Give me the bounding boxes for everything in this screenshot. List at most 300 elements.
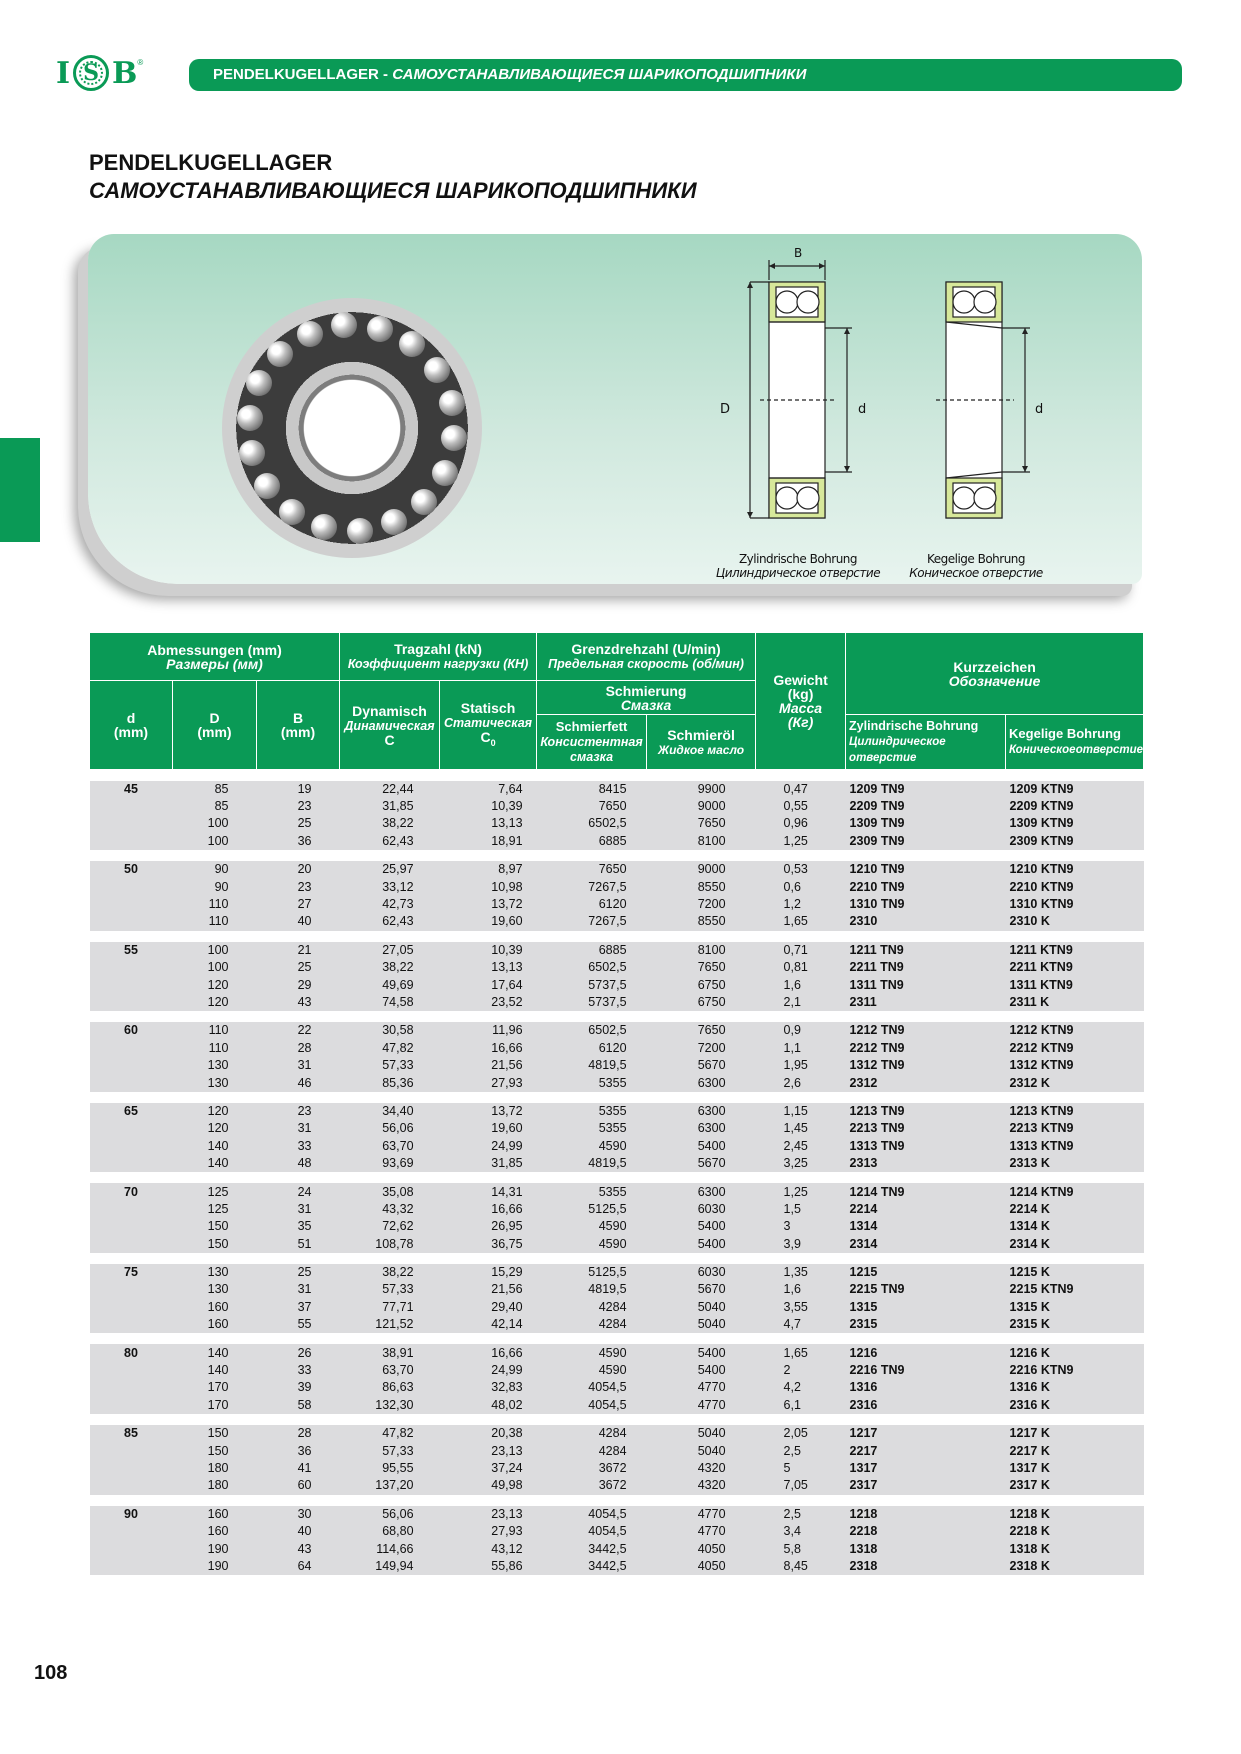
- cell-weight: 8,45: [756, 1558, 846, 1575]
- cell-oil-speed: 5400: [647, 1344, 756, 1361]
- cell-code-cylindrical: 1314: [846, 1218, 1006, 1235]
- cell-outer-d: 170: [173, 1397, 257, 1414]
- cell-grease-speed: 4284: [537, 1299, 647, 1316]
- cell-static-load: 10,39: [440, 798, 537, 815]
- cell-code-cylindrical: 2309 TN9: [846, 833, 1006, 850]
- cell-oil-speed: 4770: [647, 1506, 756, 1523]
- cell-bore-d: [90, 976, 173, 993]
- table-row: [90, 1218, 1144, 1235]
- cell-bore-d: [90, 913, 173, 930]
- header-title-ru: САМОУСТАНАВЛИВАЮЩИЕСЯ ШАРИКОПОДШИПНИКИ: [392, 66, 807, 83]
- cell-grease-speed: 3672: [537, 1460, 647, 1477]
- header-dimensions: Abmessungen (mm) Размеры (мм): [90, 633, 340, 681]
- cell-dynamic-load: 47,82: [340, 1040, 440, 1057]
- cell-dynamic-load: 38,22: [340, 815, 440, 832]
- cell-weight: 0,96: [756, 815, 846, 832]
- cell-oil-speed: 7650: [647, 959, 756, 976]
- cell-outer-d: 140: [173, 1362, 257, 1379]
- cell-code-conical: 2216 KTN9: [1006, 1362, 1144, 1379]
- cell-outer-d: 85: [173, 798, 257, 815]
- cell-dynamic-load: 63,70: [340, 1362, 440, 1379]
- cell-grease-speed: 5355: [537, 1183, 647, 1200]
- cell-oil-speed: 7200: [647, 1040, 756, 1057]
- cell-static-load: 23,13: [440, 1442, 537, 1459]
- cell-code-conical: 2217 K: [1006, 1442, 1144, 1459]
- cell-width-b: 46: [257, 1074, 340, 1091]
- cell-width-b: 40: [257, 913, 340, 930]
- cell-code-cylindrical: 2318: [846, 1558, 1006, 1575]
- cell-dynamic-load: 35,08: [340, 1183, 440, 1200]
- cell-code-conical: 1216 K: [1006, 1344, 1144, 1361]
- cell-dynamic-load: 132,30: [340, 1397, 440, 1414]
- table-row: [90, 861, 1144, 878]
- cell-bore-d: [90, 1523, 173, 1540]
- cell-code-cylindrical: 1317: [846, 1460, 1006, 1477]
- cell-width-b: 31: [257, 1281, 340, 1298]
- cell-width-b: 36: [257, 1442, 340, 1459]
- cell-outer-d: 90: [173, 861, 257, 878]
- group-spacer: [90, 1414, 1144, 1425]
- table-row: [90, 1201, 1144, 1218]
- cell-width-b: 21: [257, 942, 340, 959]
- cell-code-cylindrical: 1313 TN9: [846, 1138, 1006, 1155]
- cell-weight: 0,55: [756, 798, 846, 815]
- cell-code-conical: 1317 K: [1006, 1460, 1144, 1477]
- cell-static-load: 27,93: [440, 1074, 537, 1091]
- cell-grease-speed: 7267,5: [537, 913, 647, 930]
- cell-static-load: 21,56: [440, 1057, 537, 1074]
- cell-static-load: 49,98: [440, 1477, 537, 1494]
- cell-code-conical: 2314 K: [1006, 1235, 1144, 1252]
- table-body: [90, 770, 1144, 1576]
- table-row: [90, 1425, 1144, 1442]
- cell-outer-d: 160: [173, 1506, 257, 1523]
- cell-dynamic-load: 43,32: [340, 1201, 440, 1218]
- cell-code-cylindrical: 1209 TN9: [846, 781, 1006, 798]
- cell-grease-speed: 6885: [537, 942, 647, 959]
- cell-width-b: 31: [257, 1057, 340, 1074]
- cell-grease-speed: 6502,5: [537, 815, 647, 832]
- cell-static-load: 14,31: [440, 1183, 537, 1200]
- cell-grease-speed: 5355: [537, 1074, 647, 1091]
- bearing-ball: [347, 518, 373, 544]
- cell-outer-d: 130: [173, 1074, 257, 1091]
- cell-code-cylindrical: 2211 TN9: [846, 959, 1006, 976]
- cell-code-conical: 2318 K: [1006, 1558, 1144, 1575]
- cell-bore-d: [90, 1558, 173, 1575]
- cell-code-cylindrical: 1312 TN9: [846, 1057, 1006, 1074]
- group-spacer: [90, 770, 1144, 781]
- cell-code-conical: 2218 K: [1006, 1523, 1144, 1540]
- cell-bore-d: [90, 1442, 173, 1459]
- cell-weight: 1,6: [756, 1281, 846, 1298]
- cell-width-b: 40: [257, 1523, 340, 1540]
- cell-grease-speed: 5737,5: [537, 976, 647, 993]
- cell-code-cylindrical: 2310: [846, 913, 1006, 930]
- table-row: [90, 1460, 1144, 1477]
- header-oil: Schmieröl Жидкое масло: [647, 715, 756, 770]
- cell-oil-speed: 5670: [647, 1155, 756, 1172]
- table-row: [90, 896, 1144, 913]
- cell-code-cylindrical: 1210 TN9: [846, 861, 1006, 878]
- cell-oil-speed: 4320: [647, 1477, 756, 1494]
- cell-bore-d: [90, 1540, 173, 1557]
- cell-grease-speed: 4054,5: [537, 1506, 647, 1523]
- cell-outer-d: 150: [173, 1235, 257, 1252]
- cell-code-conical: 1310 KTN9: [1006, 896, 1144, 913]
- cell-width-b: 26: [257, 1344, 340, 1361]
- cell-bore-d: 45: [90, 781, 173, 798]
- cell-outer-d: 160: [173, 1523, 257, 1540]
- cell-dynamic-load: 57,33: [340, 1281, 440, 1298]
- cell-outer-d: 100: [173, 959, 257, 976]
- header-outer-d: D (mm): [173, 681, 257, 770]
- group-spacer: [90, 1092, 1144, 1103]
- table-row: [90, 1344, 1144, 1361]
- cell-dynamic-load: 74,58: [340, 994, 440, 1011]
- cell-outer-d: 140: [173, 1138, 257, 1155]
- cell-dynamic-load: 77,71: [340, 1299, 440, 1316]
- cell-dynamic-load: 137,20: [340, 1477, 440, 1494]
- cell-grease-speed: 7650: [537, 798, 647, 815]
- cell-weight: 0,53: [756, 861, 846, 878]
- cell-dynamic-load: 34,40: [340, 1103, 440, 1120]
- cell-code-cylindrical: 2315: [846, 1316, 1006, 1333]
- cell-code-conical: 1315 K: [1006, 1299, 1144, 1316]
- cell-weight: 2,5: [756, 1506, 846, 1523]
- cell-code-conical: 1316 K: [1006, 1379, 1144, 1396]
- cell-outer-d: 130: [173, 1281, 257, 1298]
- cell-code-conical: 2312 K: [1006, 1074, 1144, 1091]
- cell-bore-d: [90, 1379, 173, 1396]
- cell-width-b: 27: [257, 896, 340, 913]
- cell-grease-speed: 4590: [537, 1362, 647, 1379]
- cell-grease-speed: 5355: [537, 1120, 647, 1137]
- cell-oil-speed: 5040: [647, 1299, 756, 1316]
- cell-width-b: 28: [257, 1425, 340, 1442]
- cell-oil-speed: 6300: [647, 1074, 756, 1091]
- header-title-de: PENDELKUGELLAGER -: [213, 66, 389, 83]
- section-side-tab: [0, 438, 40, 542]
- cell-code-conical: 2209 KTN9: [1006, 798, 1144, 815]
- cell-outer-d: 110: [173, 913, 257, 930]
- table-row: [90, 1316, 1144, 1333]
- cell-weight: 3,25: [756, 1155, 846, 1172]
- cell-dynamic-load: 33,12: [340, 878, 440, 895]
- cell-code-cylindrical: 1215: [846, 1264, 1006, 1281]
- cell-bore-d: 65: [90, 1103, 173, 1120]
- cell-weight: 0,47: [756, 781, 846, 798]
- cell-static-load: 13,72: [440, 1103, 537, 1120]
- cell-grease-speed: 3442,5: [537, 1558, 647, 1575]
- cell-code-conical: 1217 K: [1006, 1425, 1144, 1442]
- cell-outer-d: 180: [173, 1477, 257, 1494]
- cell-dynamic-load: 86,63: [340, 1379, 440, 1396]
- cell-static-load: 19,60: [440, 913, 537, 930]
- group-spacer: [90, 1011, 1144, 1022]
- cell-outer-d: 110: [173, 896, 257, 913]
- cell-static-load: 32,83: [440, 1379, 537, 1396]
- table-row: [90, 1477, 1144, 1494]
- header-cylindrical-bore: Zylindrische Bohrung Цилиндрическое отверстие: [846, 715, 1006, 770]
- cell-width-b: 48: [257, 1155, 340, 1172]
- cell-oil-speed: 6750: [647, 994, 756, 1011]
- group-spacer: [90, 1172, 1144, 1183]
- cell-static-load: 27,93: [440, 1523, 537, 1540]
- cell-oil-speed: 8550: [647, 913, 756, 930]
- cell-code-cylindrical: 2217: [846, 1442, 1006, 1459]
- cell-grease-speed: 5125,5: [537, 1201, 647, 1218]
- cell-width-b: 25: [257, 959, 340, 976]
- cell-code-conical: 2215 KTN9: [1006, 1281, 1144, 1298]
- table-row: [90, 815, 1144, 832]
- table-row: [90, 1540, 1144, 1557]
- cell-code-cylindrical: 2213 TN9: [846, 1120, 1006, 1137]
- cell-outer-d: 85: [173, 781, 257, 798]
- cell-oil-speed: 5040: [647, 1425, 756, 1442]
- cell-width-b: 43: [257, 994, 340, 1011]
- cell-width-b: 64: [257, 1558, 340, 1575]
- cell-oil-speed: 6030: [647, 1264, 756, 1281]
- cell-code-conical: 1313 KTN9: [1006, 1138, 1144, 1155]
- cell-width-b: 39: [257, 1379, 340, 1396]
- cell-outer-d: 170: [173, 1379, 257, 1396]
- cell-static-load: 16,66: [440, 1344, 537, 1361]
- cell-weight: 5: [756, 1460, 846, 1477]
- cell-grease-speed: 7267,5: [537, 878, 647, 895]
- group-spacer: [90, 1333, 1144, 1344]
- cell-code-cylindrical: 1309 TN9: [846, 815, 1006, 832]
- cell-weight: 1,45: [756, 1120, 846, 1137]
- cell-outer-d: 110: [173, 1022, 257, 1039]
- cell-code-conical: 1209 KTN9: [1006, 781, 1144, 798]
- cell-oil-speed: 5400: [647, 1218, 756, 1235]
- cell-weight: 3,4: [756, 1523, 846, 1540]
- cell-code-cylindrical: 2215 TN9: [846, 1281, 1006, 1298]
- cell-grease-speed: 8415: [537, 781, 647, 798]
- cell-oil-speed: 8550: [647, 878, 756, 895]
- cell-code-cylindrical: 2317: [846, 1477, 1006, 1494]
- cell-dynamic-load: 38,22: [340, 959, 440, 976]
- cell-grease-speed: 4284: [537, 1316, 647, 1333]
- cell-dynamic-load: 47,82: [340, 1425, 440, 1442]
- cell-width-b: 19: [257, 781, 340, 798]
- table-row: [90, 833, 1144, 850]
- cell-static-load: 24,99: [440, 1362, 537, 1379]
- cell-weight: 7,05: [756, 1477, 846, 1494]
- cell-weight: 1,25: [756, 833, 846, 850]
- dim-label-outer-d: D: [720, 402, 730, 417]
- cell-code-conical: 2310 K: [1006, 913, 1144, 930]
- cell-code-conical: 2316 K: [1006, 1397, 1144, 1414]
- table-row: [90, 1281, 1144, 1298]
- cell-width-b: 24: [257, 1183, 340, 1200]
- cell-static-load: 36,75: [440, 1235, 537, 1252]
- cell-outer-d: 125: [173, 1183, 257, 1200]
- header-static: Statisch Статическая $C_0$: [440, 681, 537, 770]
- bearing-ball: [279, 499, 305, 525]
- bearing-ball: [254, 473, 280, 499]
- cell-weight: 3,9: [756, 1235, 846, 1252]
- cell-grease-speed: 3442,5: [537, 1540, 647, 1557]
- bearing-ball: [424, 357, 450, 383]
- cell-code-cylindrical: 1316: [846, 1379, 1006, 1396]
- cell-grease-speed: 6120: [537, 896, 647, 913]
- table-row: [90, 1558, 1144, 1575]
- cell-static-load: 18,91: [440, 833, 537, 850]
- cell-code-cylindrical: 1310 TN9: [846, 896, 1006, 913]
- cell-weight: 2: [756, 1362, 846, 1379]
- cell-oil-speed: 9000: [647, 798, 756, 815]
- cell-grease-speed: 4819,5: [537, 1155, 647, 1172]
- table-row: [90, 1022, 1144, 1039]
- bearing-ball: [411, 489, 437, 515]
- logo-letter-s: S: [83, 60, 99, 86]
- table-row: [90, 1299, 1144, 1316]
- table-row: [90, 1235, 1144, 1252]
- bearing-ball: [432, 460, 458, 486]
- cell-code-conical: 2315 K: [1006, 1316, 1144, 1333]
- cell-bore-d: [90, 1316, 173, 1333]
- cell-outer-d: 140: [173, 1155, 257, 1172]
- cell-width-b: 23: [257, 798, 340, 815]
- cell-bore-d: [90, 1299, 173, 1316]
- cell-dynamic-load: 108,78: [340, 1235, 440, 1252]
- cell-dynamic-load: 114,66: [340, 1540, 440, 1557]
- cell-bore-d: [90, 1040, 173, 1057]
- cell-bore-d: [90, 1120, 173, 1137]
- cell-code-cylindrical: 2311: [846, 994, 1006, 1011]
- cell-code-conical: 1311 KTN9: [1006, 976, 1144, 993]
- cell-oil-speed: 7650: [647, 815, 756, 832]
- cell-outer-d: 140: [173, 1344, 257, 1361]
- cell-bore-d: [90, 1138, 173, 1155]
- page-title-de: PENDELKUGELLAGER: [89, 150, 333, 175]
- cell-code-conical: 1318 K: [1006, 1540, 1144, 1557]
- dim-label-b: B: [794, 246, 802, 260]
- cell-static-load: 7,64: [440, 781, 537, 798]
- cell-weight: 0,9: [756, 1022, 846, 1039]
- cell-dynamic-load: 49,69: [340, 976, 440, 993]
- cell-grease-speed: 3672: [537, 1477, 647, 1494]
- cell-static-load: 19,60: [440, 1120, 537, 1137]
- header-designation: Kurzzeichen Обозначение: [846, 633, 1144, 715]
- header-speed-limit: Grenzdrehzahl (U/min) Предельная скорость (об/мин): [537, 633, 756, 681]
- cell-dynamic-load: 38,22: [340, 1264, 440, 1281]
- cell-grease-speed: 6502,5: [537, 1022, 647, 1039]
- cell-grease-speed: 4284: [537, 1425, 647, 1442]
- isb-logo: [56, 52, 168, 94]
- cell-dynamic-load: 68,80: [340, 1523, 440, 1540]
- cell-bore-d: [90, 959, 173, 976]
- cell-grease-speed: 4054,5: [537, 1397, 647, 1414]
- table-row: [90, 1103, 1144, 1120]
- cell-outer-d: 125: [173, 1201, 257, 1218]
- cell-outer-d: 150: [173, 1218, 257, 1235]
- header-d: d (mm): [90, 681, 173, 770]
- cell-code-cylindrical: 2216 TN9: [846, 1362, 1006, 1379]
- cell-grease-speed: 4284: [537, 1442, 647, 1459]
- table-row: [90, 1397, 1144, 1414]
- header-lubrication: Schmierung Смазка: [537, 681, 756, 715]
- cell-code-cylindrical: 2316: [846, 1397, 1006, 1414]
- cell-dynamic-load: 22,44: [340, 781, 440, 798]
- cell-weight: 1,15: [756, 1103, 846, 1120]
- cell-outer-d: 160: [173, 1299, 257, 1316]
- cell-weight: 1,1: [756, 1040, 846, 1057]
- table-row: [90, 959, 1144, 976]
- cell-code-conical: 2311 K: [1006, 994, 1144, 1011]
- cell-weight: 3,55: [756, 1299, 846, 1316]
- cell-weight: 1,2: [756, 896, 846, 913]
- cell-width-b: 23: [257, 878, 340, 895]
- cell-dynamic-load: 30,58: [340, 1022, 440, 1039]
- cell-bore-d: [90, 1477, 173, 1494]
- cell-oil-speed: 6750: [647, 976, 756, 993]
- cell-code-cylindrical: 1311 TN9: [846, 976, 1006, 993]
- cell-oil-speed: 4050: [647, 1558, 756, 1575]
- cell-static-load: 23,13: [440, 1506, 537, 1523]
- bearing-ball: [439, 390, 465, 416]
- cell-code-cylindrical: 1213 TN9: [846, 1103, 1006, 1120]
- cell-dynamic-load: 56,06: [340, 1120, 440, 1137]
- cell-bore-d: [90, 833, 173, 850]
- cell-grease-speed: 5125,5: [537, 1264, 647, 1281]
- cell-oil-speed: 5670: [647, 1281, 756, 1298]
- logo-registered-mark: ®: [137, 58, 144, 67]
- cell-bore-d: 70: [90, 1183, 173, 1200]
- cell-grease-speed: 4590: [537, 1344, 647, 1361]
- dim-label-bore-d-cyl: d: [858, 402, 866, 417]
- cell-outer-d: 100: [173, 833, 257, 850]
- cell-static-load: 13,13: [440, 815, 537, 832]
- cell-static-load: 13,72: [440, 896, 537, 913]
- group-spacer: [90, 1495, 1144, 1506]
- table-row: [90, 1442, 1144, 1459]
- table-row: [90, 798, 1144, 815]
- cell-bore-d: 75: [90, 1264, 173, 1281]
- cell-dynamic-load: 27,05: [340, 942, 440, 959]
- cell-dynamic-load: 62,43: [340, 833, 440, 850]
- cell-width-b: 30: [257, 1506, 340, 1523]
- cell-dynamic-load: 121,52: [340, 1316, 440, 1333]
- cell-code-conical: 1213 KTN9: [1006, 1103, 1144, 1120]
- header-weight: Gewicht (kg) Масса (Кг): [756, 633, 846, 770]
- cell-bore-d: [90, 896, 173, 913]
- cell-static-load: 43,12: [440, 1540, 537, 1557]
- cell-width-b: 31: [257, 1120, 340, 1137]
- cell-weight: 0,81: [756, 959, 846, 976]
- cell-width-b: 41: [257, 1460, 340, 1477]
- cell-oil-speed: 5400: [647, 1138, 756, 1155]
- cell-weight: 0,71: [756, 942, 846, 959]
- cell-code-cylindrical: 1218: [846, 1506, 1006, 1523]
- cell-code-cylindrical: 2218: [846, 1523, 1006, 1540]
- cell-bore-d: [90, 1201, 173, 1218]
- cell-grease-speed: 5737,5: [537, 994, 647, 1011]
- cell-static-load: 48,02: [440, 1397, 537, 1414]
- cell-bore-d: [90, 798, 173, 815]
- header-bar: [189, 59, 1182, 91]
- cell-weight: 4,7: [756, 1316, 846, 1333]
- cell-grease-speed: 4054,5: [537, 1523, 647, 1540]
- cell-width-b: 25: [257, 815, 340, 832]
- cell-static-load: 31,85: [440, 1155, 537, 1172]
- cell-weight: 1,5: [756, 1201, 846, 1218]
- cell-oil-speed: 4770: [647, 1379, 756, 1396]
- cell-bore-d: 60: [90, 1022, 173, 1039]
- cell-grease-speed: 4590: [537, 1218, 647, 1235]
